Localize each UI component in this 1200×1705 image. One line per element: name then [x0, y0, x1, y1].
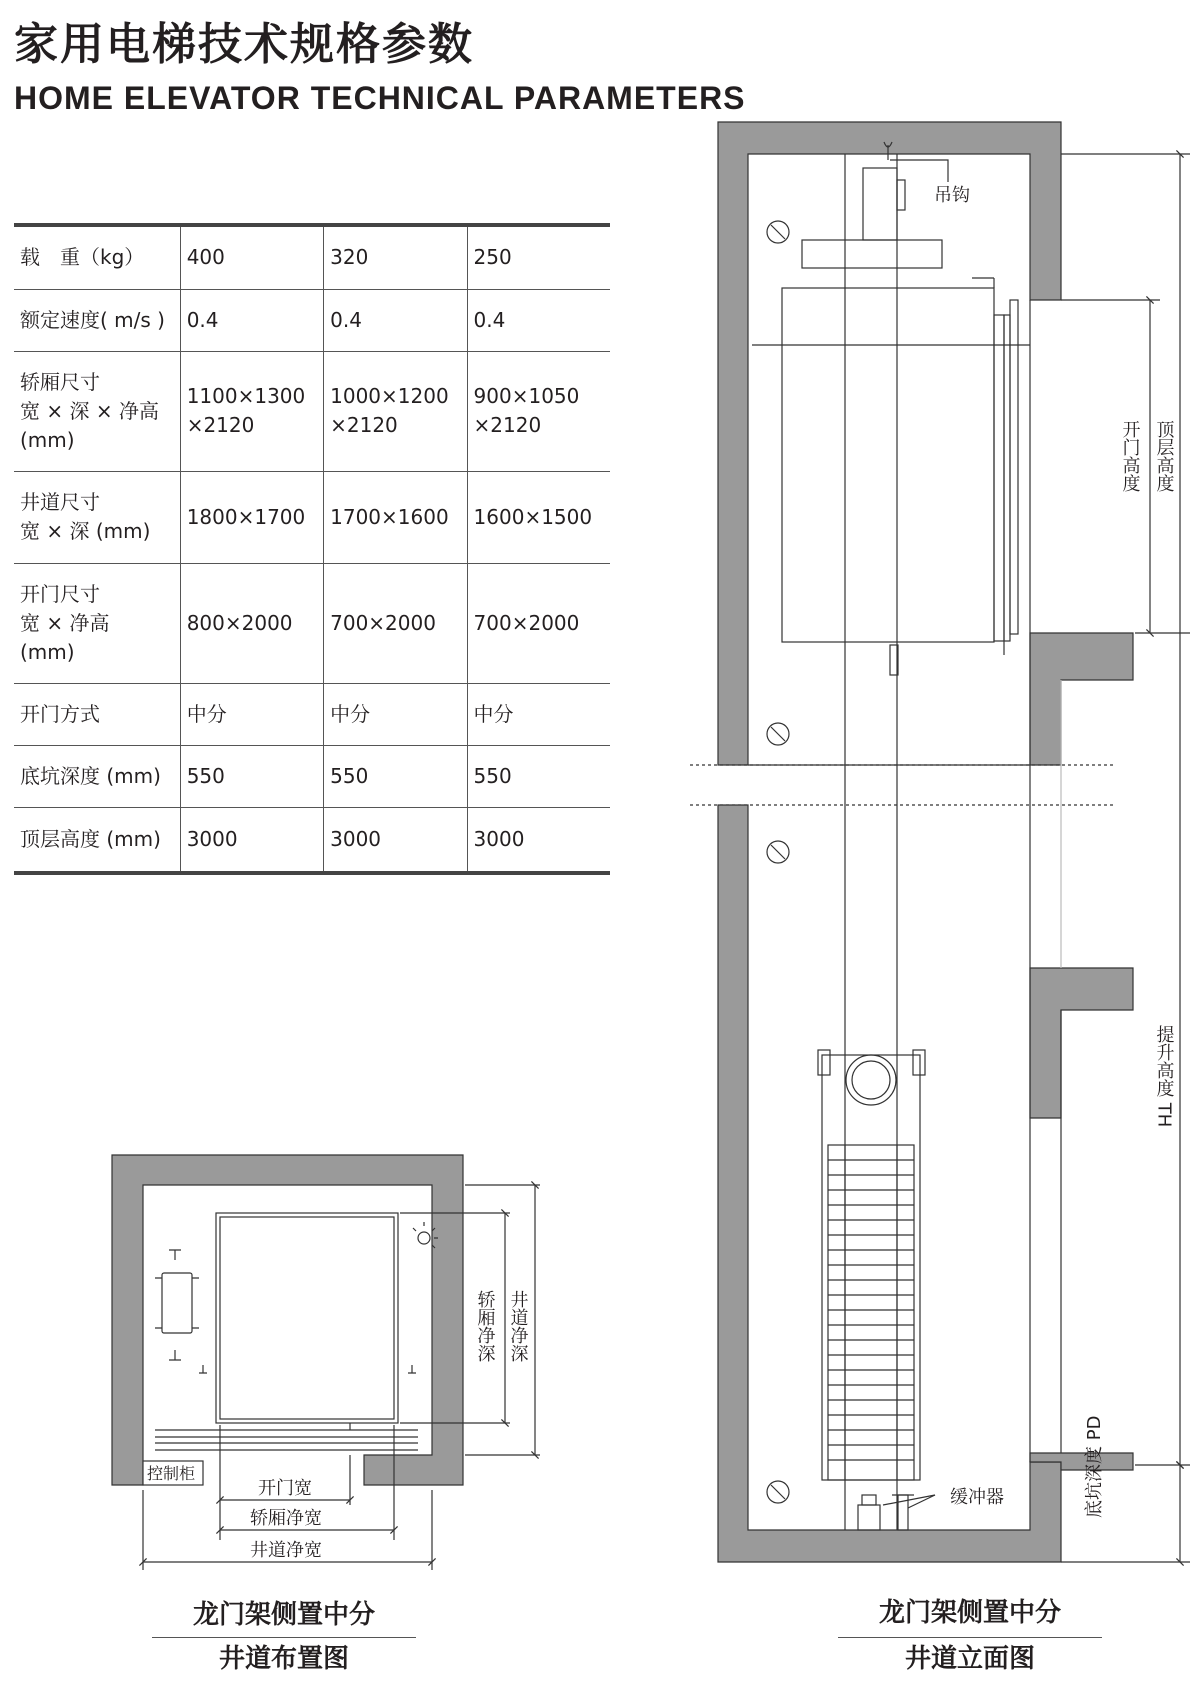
spec-value-line: 320 — [330, 245, 369, 270]
plan-car — [216, 1213, 398, 1423]
car-depth-label: 轿厢净深 — [474, 1290, 496, 1362]
spec-value-line: 中分 — [186, 701, 227, 726]
spec-value-line: 1600×1500 — [473, 504, 593, 529]
spec-value-line: 550 — [473, 763, 512, 788]
spec-value-line: 900×1050 — [473, 384, 580, 408]
door-height-label: 开门高度 — [1119, 420, 1141, 492]
spec-label-line: 顶层高度 (mm) — [20, 826, 161, 851]
shaft-elevation-drawing — [690, 122, 1190, 1562]
elevation-car — [782, 288, 994, 642]
spec-label-line: 底坑深度 (mm) — [20, 763, 161, 788]
shaft-depth-label: 井道净深 — [507, 1290, 529, 1362]
spec-label-line: 载 重（kg） — [20, 245, 145, 270]
spec-value-line: 550 — [330, 763, 369, 788]
page-subtitle: HOME ELEVATOR TECHNICAL PARAMETERS — [14, 80, 746, 116]
spec-label-line: (mm) — [20, 427, 75, 452]
spec-label-line: 宽 × 深 × 净高 — [20, 398, 159, 423]
page-title: 家用电梯技术规格参数 — [14, 19, 474, 70]
spec-label-line: 额定速度( m/s ) — [20, 307, 165, 332]
spec-value-line: 0.4 — [330, 307, 362, 332]
plan-labels — [147, 1290, 529, 1561]
shaft-width-label: 井道净宽 — [250, 1540, 322, 1561]
plan-caption-top: 龙门架侧置中分 — [192, 1600, 375, 1630]
spec-value-line: 250 — [473, 245, 512, 270]
elevation-caption-bottom: 井道立面图 — [904, 1644, 1035, 1674]
spec-value-line: 3000 — [186, 826, 238, 851]
spec-label-line: 宽 × 深 (mm) — [20, 519, 151, 543]
spec-value-line: 1800×1700 — [186, 504, 306, 529]
spec-value-line: 3000 — [330, 826, 382, 851]
spec-value-line: 400 — [186, 245, 225, 270]
pit-depth-label: 底坑深度 PD — [1084, 1415, 1105, 1518]
spec-value-line: 800×2000 — [186, 610, 293, 635]
rail-bracket-icon — [767, 221, 789, 1503]
door-width-label: 开门宽 — [258, 1478, 312, 1499]
plan-caption-divider — [152, 1637, 416, 1638]
spec-label-line: 开门方式 — [20, 701, 100, 726]
plan-caption-bottom: 井道布置图 — [218, 1644, 349, 1674]
buffer-label: 缓冲器 — [950, 1487, 1004, 1508]
elevation-caption-top: 龙门架侧置中分 — [878, 1598, 1061, 1628]
spec-label-line: (mm) — [20, 639, 75, 664]
spec-value-line: 1700×1600 — [330, 504, 449, 529]
elevation-caption-divider — [838, 1637, 1102, 1638]
car-width-label: 轿厢净宽 — [250, 1508, 322, 1529]
spec-label-line: 开门尺寸 — [20, 581, 100, 606]
travel-height-label: 提升高度 TH — [1153, 1025, 1175, 1128]
light-icon — [418, 1232, 430, 1244]
hook-label: 吊钩 — [934, 185, 970, 206]
shaft-plan-drawing — [112, 1155, 540, 1570]
spec-value-line: 0.4 — [473, 307, 506, 332]
elevation-labels — [934, 185, 1175, 1518]
cabinet-label: 控制柜 — [147, 1464, 196, 1483]
spec-value-line: 700×2000 — [473, 610, 580, 635]
spec-value-line: ×2120 — [186, 413, 255, 437]
spec-value-line: ×2120 — [473, 413, 542, 437]
elevation-wall-bottom — [718, 805, 1061, 1562]
spec-label-line: 宽 × 净高 — [20, 610, 110, 635]
spec-value-line: 550 — [186, 763, 225, 788]
spec-value-line: 中分 — [473, 701, 514, 726]
spec-value-line: 1100×1300 — [186, 384, 306, 408]
plan-wall — [112, 1155, 463, 1485]
spec-value-line: 1000×1200 — [330, 384, 449, 408]
top-height-label: 顶层高度 — [1153, 420, 1175, 492]
spec-value-line: 中分 — [330, 701, 371, 726]
spec-label-line: 井道尺寸 — [20, 490, 100, 514]
spec-value-line: 0.4 — [186, 307, 219, 332]
spec-value-line: 700×2000 — [330, 610, 436, 635]
spec-label-line: 轿厢尺寸 — [20, 369, 100, 394]
spec-value-line: ×2120 — [330, 413, 398, 437]
spec-value-line: 3000 — [473, 826, 525, 851]
